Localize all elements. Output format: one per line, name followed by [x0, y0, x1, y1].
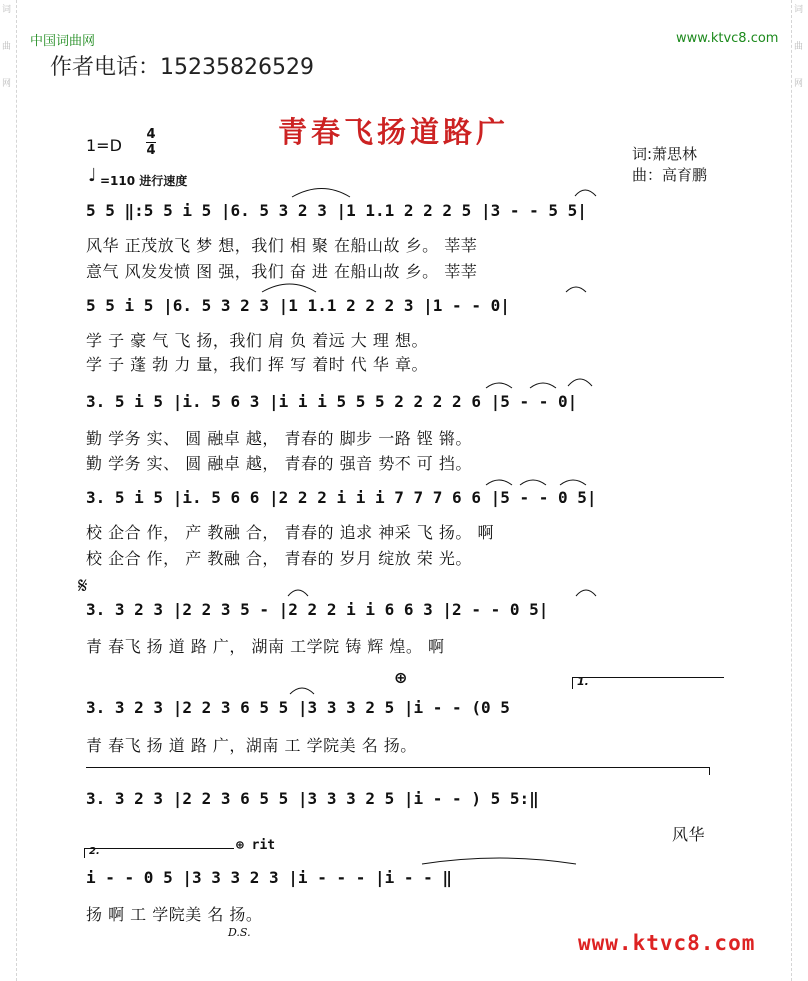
slur-arc	[530, 383, 556, 388]
lyric-line-4a: 校 企合 作， 产 教融 合， 青春的 追求 神采 飞 扬。 啊	[86, 523, 494, 542]
lyric-line-3a: 勤 学务 实、 圆 融卓 越， 青春的 脚步 一路 铿 锵。	[86, 429, 472, 448]
lyric-line-8: 扬 啊 工 学院美 名 扬。	[86, 905, 263, 924]
slur-arc	[560, 480, 586, 485]
tempo-marking: =110 进行速度	[100, 174, 188, 188]
notation-row-1: 5 5 ‖:5 5 i 5 |6. 5 3 2 3 |1 1.1 2 2 2 5 |3 - - 5 5|	[86, 201, 587, 220]
volta-2-label: 2.	[89, 846, 100, 857]
song-title: 青春飞扬道路广	[278, 115, 510, 149]
lyric-line-2b: 学 子 蓬 勃 力 量，我们 挥 写 着时 代 华 章。	[86, 355, 428, 374]
lyric-line-3b: 勤 学务 实、 圆 融卓 越， 青春的 强音 势不 可 挡。	[86, 454, 472, 473]
slur-arc	[576, 590, 596, 596]
dal-segno-mark: D.S.	[228, 926, 251, 939]
segno-mark: 𝄋	[78, 574, 88, 599]
margin-text: 词曲网	[0, 4, 10, 115]
margin-text: 词曲网	[792, 4, 802, 115]
author-phone: 作者电话：15235826529	[50, 55, 314, 80]
slur-arc	[262, 284, 316, 292]
lyric-line-2a: 学 子 豪 气 飞 扬，我们 肩 负 着远 大 理 想。	[86, 331, 428, 350]
lyric-line-7: 风华	[672, 825, 706, 844]
slur-arc	[422, 858, 576, 864]
notation-row-8: i - - 0 5 |3 3 3 2 3 |i - - - |i - - ‖	[86, 868, 453, 887]
coda-mark: ⊕	[394, 668, 408, 687]
slur-arc	[568, 379, 592, 386]
notation-row-7: 3. 3 2 3 |2 2 3 6 5 5 |3 3 3 2 5 |i - - ) 5 5:‖	[86, 789, 539, 808]
coda-rit-mark: ⊕ rit	[236, 838, 276, 853]
lyric-line-1a: 风华 正茂放飞 梦 想，我们 相 聚 在船山故 乡。 莘莘	[86, 236, 478, 255]
slur-arc	[520, 480, 546, 485]
meter-bottom: 4	[146, 143, 156, 158]
lyric-line-4b: 校 企合 作， 产 教融 合， 青春的 岁月 绽放 荣 光。	[86, 549, 472, 568]
lyric-line-1b: 意气 风发发愤 图 强，我们 奋 进 在船山故 乡。 莘莘	[86, 262, 478, 281]
slur-arc	[566, 287, 586, 292]
quarter-note-icon: ♩	[88, 165, 97, 186]
slur-arc	[486, 383, 512, 388]
lyric-line-6: 青 春飞 扬 道 路 广，湖南 工 学院美 名 扬。	[86, 736, 417, 755]
lyricist-credit: 词:萧思林	[632, 145, 698, 163]
meter-top: 4	[146, 127, 156, 142]
watermark-logo[interactable]: www.ktvc8.com	[578, 931, 756, 955]
slur-arc	[486, 480, 512, 485]
key-signature: 1=D	[86, 136, 122, 155]
slur-arc	[290, 688, 314, 694]
notation-row-2: 5 5 i 5 |6. 5 3 2 3 |1 1.1 2 2 2 3 |1 - - 0|	[86, 296, 510, 315]
slur-arc	[288, 590, 308, 596]
notation-row-5: 3. 3 2 3 |2 2 3 5 - |2 2 2 i i 6 6 3 |2 - - 0 5|	[86, 600, 549, 619]
site-url-right[interactable]: www.ktvc8.com	[676, 31, 779, 46]
volta-1-label: 1.	[577, 675, 589, 688]
slur-arc	[575, 190, 596, 196]
notation-row-4: 3. 5 i 5 |i. 5 6 6 |2 2 2 i i i 7 7 7 6 6 |5 - - 0 5|	[86, 488, 597, 507]
composer-credit: 曲：高育鹏	[632, 166, 708, 184]
site-name-left[interactable]: 中国词曲网	[30, 34, 96, 49]
slur-arc	[292, 189, 350, 198]
notation-row-6: 3. 3 2 3 |2 2 3 6 5 5 |3 3 3 2 5 |i - - (0 5	[86, 698, 510, 717]
notation-row-3: 3. 5 i 5 |i. 5 6 3 |i i i 5 5 5 2 2 2 2 6 |5 - - 0|	[86, 392, 578, 411]
lyric-line-5: 青 春飞 扬 道 路 广， 湖南 工学院 铸 辉 煌。 啊	[86, 637, 445, 656]
